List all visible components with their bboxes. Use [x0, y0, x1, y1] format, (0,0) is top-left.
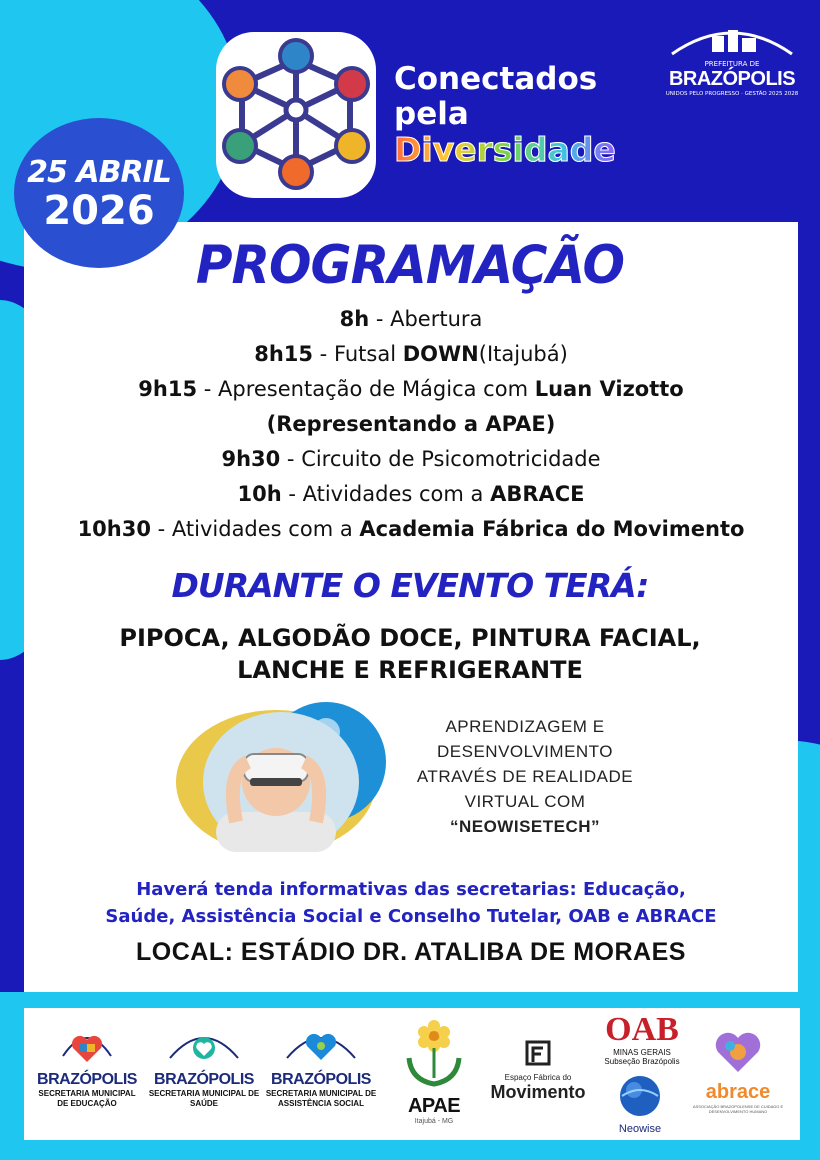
date-day-month: 25 ABRIL	[27, 154, 171, 190]
heart-puzzle-icon	[57, 1026, 117, 1066]
schedule-time: 10h30	[77, 517, 151, 541]
schedule-item	[24, 512, 798, 547]
logo-assistencia	[264, 1026, 378, 1109]
logo-neowise	[608, 1074, 672, 1135]
vr-line: VIRTUAL COM	[464, 792, 586, 811]
logo-abrace	[684, 1028, 792, 1114]
logo-saude-sub: SECRETARIA MUNICIPAL DE SAÚDE	[148, 1089, 260, 1108]
schedule-time: 10h	[237, 482, 282, 506]
schedule-item	[24, 337, 798, 372]
vr-child-photo-icon	[176, 702, 386, 852]
logo-oab-sub: MINAS GERAIS	[613, 1048, 671, 1057]
brand-line-2: pela	[394, 96, 469, 132]
prefeitura-label: PREFEITURA DE	[704, 60, 760, 68]
logo-educacao-sub: DE EDUCAÇÃO	[57, 1099, 117, 1108]
globe-icon	[618, 1074, 662, 1118]
vr-line: ATRAVÉS DE REALIDADE	[416, 767, 634, 786]
logo-saude-name: BRAZÓPOLIS	[154, 1071, 254, 1088]
logo-fabrica-line1: Espaço Fábrica do	[504, 1073, 572, 1082]
logo-oab-name: OAB	[605, 1011, 679, 1048]
logo-educacao	[32, 1026, 142, 1109]
schedule-time: 8h	[339, 307, 370, 331]
schedule-item	[24, 407, 798, 442]
logo-oab	[596, 1012, 688, 1066]
event-location: LOCAL: ESTÁDIO DR. ATALIBA DE MORAES	[136, 938, 686, 966]
snacks-list	[0, 622, 820, 686]
vr-brand: “NEOWISETECH”	[449, 817, 601, 836]
prefeitura-tagline: UNIDOS PELO PROGRESSO · GESTÃO 2025 2028	[665, 91, 799, 97]
tenda-line-1: Haverá tenda informativas das secretarias: Educação,	[136, 879, 686, 900]
logo-oab-sub: Subseção Brazópolis	[604, 1057, 680, 1066]
schedule-text: Atividades com a	[302, 482, 491, 506]
schedule-sep: -	[150, 517, 172, 541]
snacks-line-2: LANCHE E REFRIGERANTE	[237, 656, 583, 684]
schedule-sep: -	[313, 342, 334, 366]
schedule-time: 9h15	[138, 377, 198, 401]
city-skyline-icon	[662, 22, 802, 56]
snacks-line-1: PIPOCA, ALGODÃO DOCE, PINTURA FACIAL,	[119, 624, 701, 652]
health-heart-icon	[164, 1026, 244, 1066]
date-year: 2026	[43, 187, 155, 234]
tenda-line-2: Saúde, Assistência Social e Conselho Tutelar, OAB e ABRACE	[105, 906, 717, 927]
schedule-time: 9h30	[221, 447, 281, 471]
network-people-logo-icon	[204, 22, 388, 206]
schedule-text: Abertura	[390, 307, 483, 331]
logo-educacao-name: BRAZÓPOLIS	[37, 1071, 137, 1088]
schedule-sep: -	[281, 482, 303, 506]
schedule-item	[24, 302, 798, 337]
logo-apae-sub: Itajubá - MG	[414, 1118, 454, 1125]
prefeitura-logo	[662, 22, 802, 112]
schedule-item	[24, 372, 798, 407]
schedule-sep: -	[280, 447, 302, 471]
vr-line: DESENVOLVIMENTO	[437, 742, 613, 761]
schedule-text: Futsal	[333, 342, 403, 366]
vr-line: APRENDIZAGEM E	[445, 717, 605, 736]
prefeitura-name: BRAZÓPOLIS	[668, 68, 796, 90]
flower-hands-icon	[399, 1018, 469, 1090]
schedule-after: (Itajubá)	[478, 342, 568, 366]
programacao-title: PROGRAMAÇÃO	[195, 234, 625, 296]
schedule-time: 8h15	[254, 342, 313, 366]
brand-line-1: Conectados	[394, 61, 598, 97]
family-heart-icon	[281, 1026, 361, 1066]
schedule-bold: Academia Fábrica do Movimento	[359, 517, 745, 541]
schedule-bold: DOWN	[402, 342, 479, 366]
event-brand-title	[394, 62, 616, 167]
schedule-list	[24, 302, 798, 547]
event-date-badge	[14, 118, 184, 268]
schedule-text: Circuito de Psicomotricidade	[301, 447, 601, 471]
logo-apae-name: APAE	[407, 1095, 461, 1117]
schedule-bold: ABRACE	[490, 482, 585, 506]
schedule-text: Apresentação de Mágica com	[218, 377, 535, 401]
logo-assistencia-sub: ASSISTÊNCIA SOCIAL	[278, 1099, 364, 1108]
logo-apae	[392, 1018, 476, 1125]
logo-assistencia-name: BRAZÓPOLIS	[271, 1071, 371, 1088]
logo-saude	[146, 1026, 262, 1109]
logo-neowise-name: Neowise	[618, 1123, 662, 1135]
fabrica-monogram-icon	[523, 1038, 553, 1068]
brand-line-3: Diversidade	[394, 130, 616, 169]
schedule-text: Atividades com a	[171, 517, 360, 541]
schedule-item	[24, 442, 798, 477]
tenda-info	[24, 876, 798, 930]
durante-title: DURANTE O EVENTO TERÁ:	[171, 566, 649, 605]
schedule-sep: -	[197, 377, 219, 401]
vr-description	[390, 714, 660, 839]
logo-educacao-sub: SECRETARIA MUNICIPAL	[38, 1089, 136, 1098]
logo-assistencia-sub: SECRETARIA MUNICIPAL DE	[265, 1089, 377, 1098]
sponsor-logos-strip	[24, 1008, 800, 1140]
logo-fabrica-line2: Movimento	[490, 1082, 586, 1102]
logo-abrace-name: abrace	[705, 1081, 771, 1103]
logo-fabrica-movimento	[480, 1038, 596, 1103]
abrace-heart-icon	[708, 1028, 768, 1076]
schedule-item	[24, 477, 798, 512]
schedule-sep: -	[369, 307, 391, 331]
logo-abrace-sub: ASSOCIAÇÃO BRAZOPOLENSE DE CUIDADO E DESENVOLVIMENTO HUMANO	[692, 1104, 784, 1114]
schedule-bold: (Representando a APAE)	[266, 412, 556, 436]
schedule-bold: Luan Vizotto	[534, 377, 684, 401]
